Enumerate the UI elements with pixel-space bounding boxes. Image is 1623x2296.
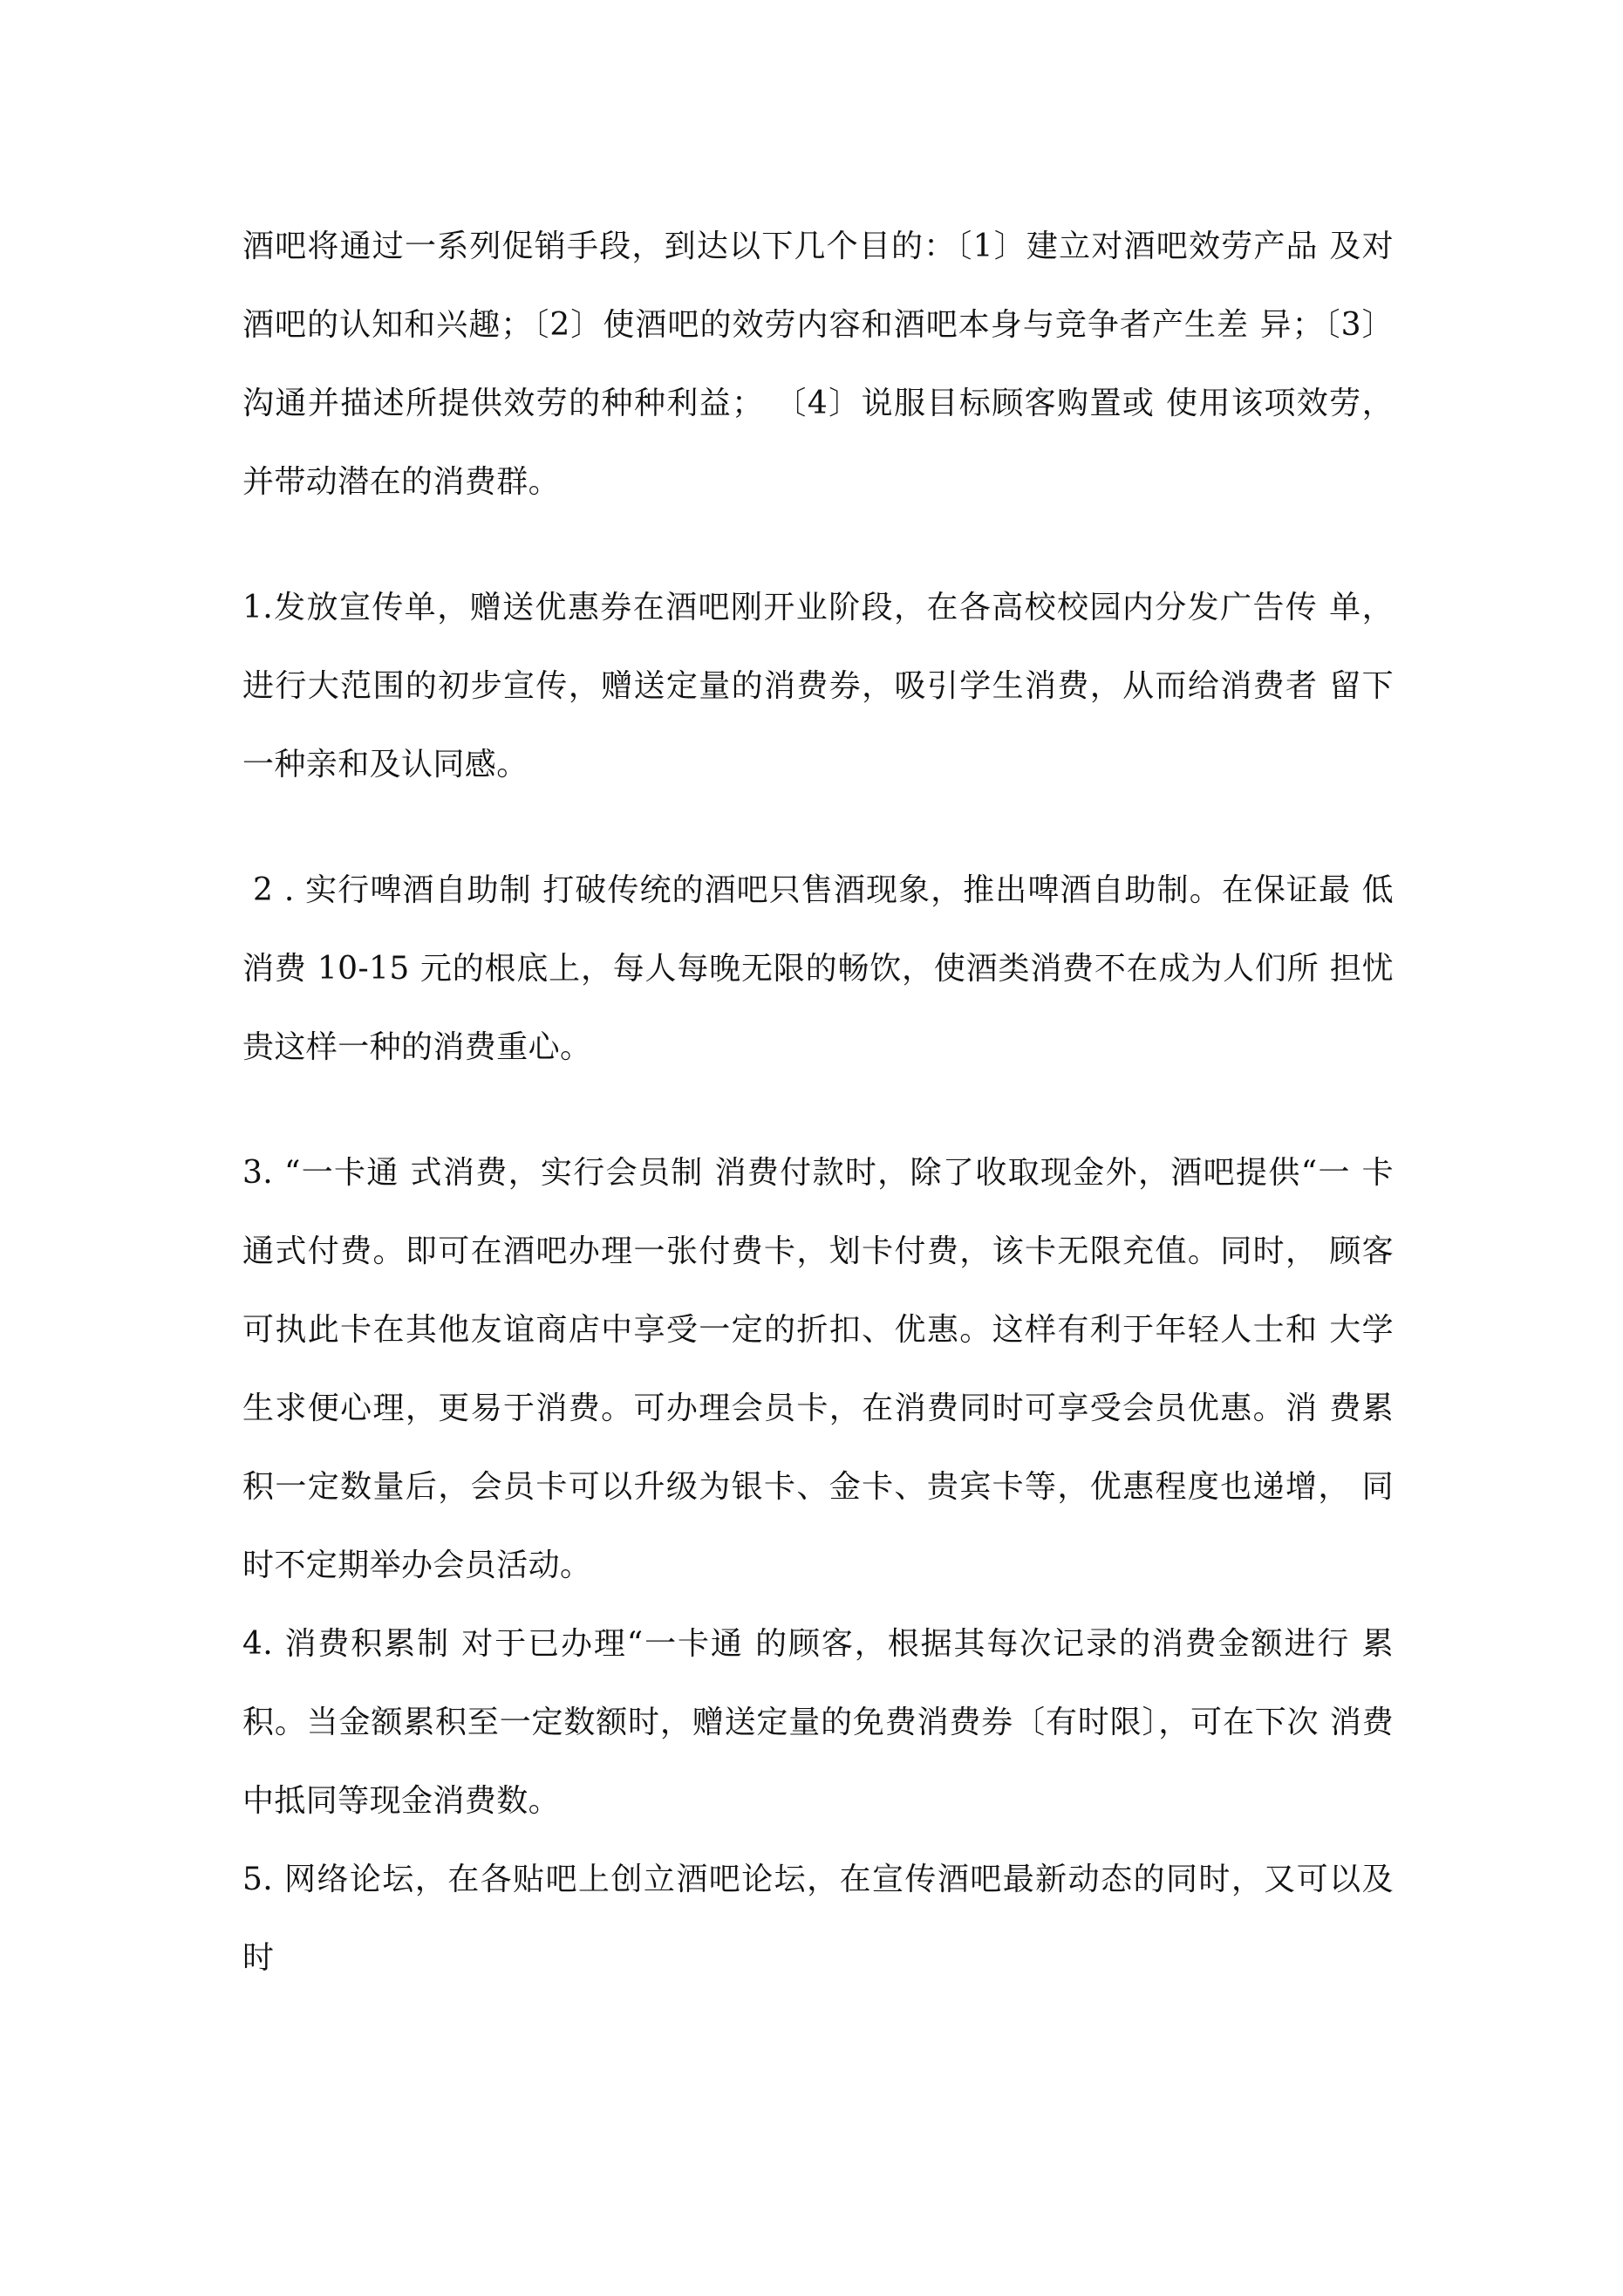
paragraph-online-forum: 5. 网络论坛，在各贴吧上创立酒吧论坛，在宣传酒吧最新动态的同时，又可以及 时 xyxy=(242,1862,1394,1976)
paragraph-promotion-goals: 酒吧将通过一系列促销手段，到达以下几个目的：〔1〕建立对酒吧效劳产品 及对酒吧的认知和兴趣；〔2〕使酒吧的效劳内容和酒吧本身与竞争者产生差 异；〔3〕沟通并描述所提供效劳的种种利益； 〔4〕说服目标顾客购置或 使用该项效劳，并带动潜在的消费群。 xyxy=(242,229,1394,500)
document-body xyxy=(242,208,1394,1998)
paragraph-flyers-coupons: 1.发放宣传单，赠送优惠券在酒吧刚开业阶段，在各高校校园内分发广告传 单，进行大范围的初步宣传，赠送定量的消费券，吸引学生消费，从而给消费者 留下一种亲和及认同感。 xyxy=(242,590,1394,782)
paragraph-membership-card: 3. “一卡通 式消费，实行会员制 消费付款时，除了收取现金外，酒吧提供“一 卡通式付费。即可在酒吧办理一张付费卡，划卡付费，该卡无限充值。同时， 顾客可执此卡在其他友谊商店中享受一定的折扣、优惠。这样有利于年轻人士和 大学生求便心理，更易于消费。可办理会员卡，在消费同时可享受会员优惠。消 费累积一定数量后，会员卡可以升级为银卡、金卡、贵宾卡等，优惠程度也递增， 同时不定期举办会员活动。 xyxy=(242,1155,1394,1583)
paragraph-consumption-accumulation: 4. 消费积累制 对于已办理“一卡通 的顾客，根据其每次记录的消费金额进行 累积。当金额累积至一定数额时，赠送定量的免费消费券〔有时限〕，可在下次 消费中抵同等现金消费数。 xyxy=(242,1626,1394,1819)
paragraph-beer-self-service: 2 . 实行啤酒自助制 打破传统的酒吧只售酒现象，推出啤酒自助制。在保证最 低消费 10-15 元的根底上，每人每晚无限的畅饮，使酒类消费不在成为人们所 担忧贵这样一种的消费重心。 xyxy=(242,872,1394,1065)
